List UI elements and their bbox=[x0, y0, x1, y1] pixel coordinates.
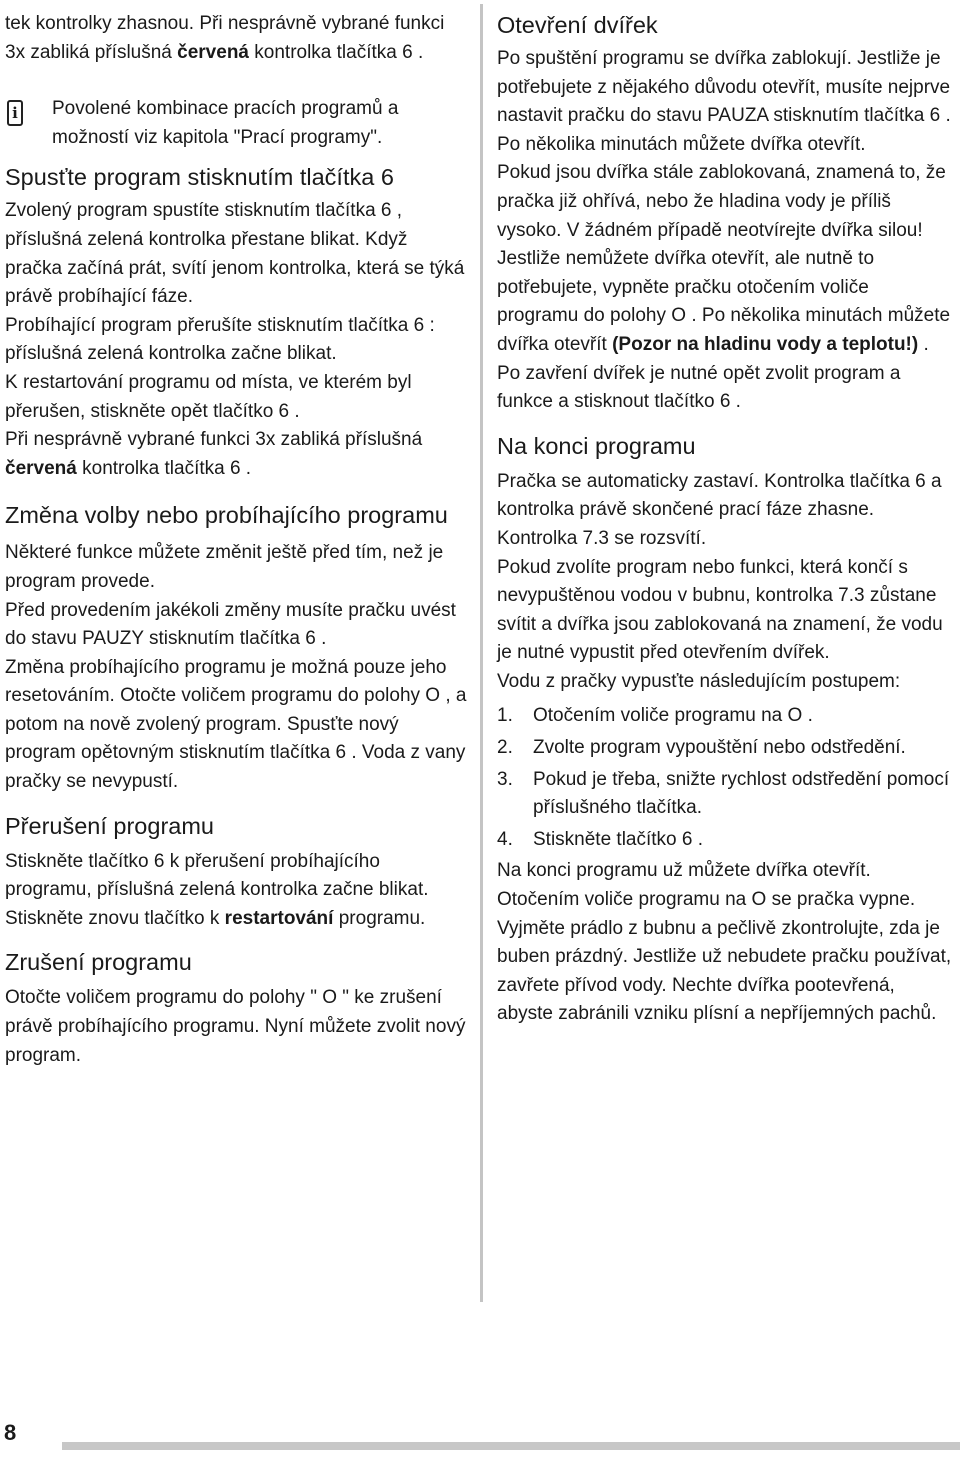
door-paragraph-3: Jestliže nemůžete dvířka otevřít, ale nutně to potřebujete, vypněte pračku otočením voliče programu do polohy O . Po několika minutách můžete dvířka otevřít (Pozor na hladinu vody a teplotu!) . bbox=[497, 248, 951, 355]
left-column bbox=[5, 0, 467, 1070]
door-paragraph-4: Po zavření dvířek je nutné opět zvolit program a funkce a stisknout tlačítko 6 . bbox=[497, 362, 901, 413]
change-paragraph-3: Změna probíhajícího programu je možná pouze jeho resetováním. Otočte voličem programu do polohy O , a potom na nově zvolený program. Spusťte nový program opětovným stisknutím tlačítka 6 . Voda z vany pračky se nevypustí. bbox=[5, 656, 467, 793]
list-item: 3. Pokud je třeba, snižte rychlost odstředění pomocí příslušného tlačítka. bbox=[497, 768, 950, 819]
info-note bbox=[5, 95, 467, 152]
door-heading: Otevření dvířek bbox=[497, 12, 658, 38]
start-paragraph-1: Zvolený program spustíte stisknutím tlačítka 6 , příslušná zelená kontrolka přestane blikat. Když pračka začíná prát, svítí jenom kontrolka, která se týká právě probíhající fáze. bbox=[5, 200, 465, 308]
end-paragraph-4: Na konci programu už můžete dvířka otevřít. Otočením voliče programu na O se pračka vypne. bbox=[497, 860, 916, 911]
drain-steps-list bbox=[497, 702, 955, 854]
start-heading: Spusťte program stisknutím tlačítka 6 bbox=[5, 164, 394, 191]
cancel-heading: Zrušení programu bbox=[5, 949, 192, 976]
page-number: 8 bbox=[4, 1420, 17, 1445]
warning-emphasis: (Pozor na hladinu vody a teplotu!) bbox=[612, 333, 919, 355]
pause-paragraph-2: Stiskněte znovu tlačítko k restartování programu. bbox=[5, 907, 426, 929]
pause-heading: Přerušení programu bbox=[5, 812, 214, 839]
restart-emphasis: restartování bbox=[224, 907, 334, 929]
pause-paragraph-1: Stiskněte tlačítko 6 k přerušení probíhajícího programu, příslušná zelená kontrolka začne blikat. bbox=[5, 850, 429, 901]
start-paragraph-4: Při nesprávně vybrané funkci 3x zabliká příslušná červená kontrolka tlačítka 6 . bbox=[5, 429, 423, 479]
end-heading: Na konci programu bbox=[497, 432, 696, 459]
change-paragraph-1: Některé funkce můžete změnit ještě před tím, než je program provede. bbox=[5, 542, 444, 592]
cancel-paragraph-1: Otočte voličem programu do polohy " O " ke zrušení právě probíhajícího programu. Nyní můžete zvolit nový program. bbox=[5, 987, 466, 1066]
end-paragraph-5: Vyjměte prádlo z bubnu a pečlivě zkontrolujte, zda je buben prázdný. Jestliže už nebudete pračku používat, zavřete přívod vody. Nechte dvířka pootevřená, abyste zabránili vzniku plísní a nepříjemných pachů. bbox=[497, 917, 952, 1025]
door-paragraph-1: Po spuštění programu se dvířka zablokují. Jestliže je potřebujete z nějakého důvodu otevřít, musíte nejprve nastavit pračku do stavu PAUZA stisknutím tlačítka 6 . Po několika minutách můžete dvířka otevřít. bbox=[497, 48, 951, 155]
change-heading: Změna volby nebo probíhajícího programu bbox=[5, 502, 448, 529]
door-paragraph-2: Pokud jsou dvířka stále zablokovaná, znamená to, že pračka již ohřívá, nebo že hladina vody je příliš vysoko. V žádném případě neotvírejte dvířka silou! bbox=[497, 162, 946, 241]
start-paragraph-3: K restartování programu od místa, ve kterém byl přerušen, stiskněte opět tlačítko 6 . bbox=[5, 371, 412, 422]
info-icon: i bbox=[7, 100, 23, 126]
info-note-text: Povolené kombinace pracích programů a možností viz kapitola "Prací programy". bbox=[52, 98, 399, 148]
right-column bbox=[497, 0, 955, 1029]
start-paragraph-2: Probíhající program přerušíte stisknutím tlačítka 6 : příslušná zelená kontrolka začne blikat. bbox=[5, 314, 435, 365]
list-item: 4. Stiskněte tlačítko 6 . bbox=[497, 828, 704, 850]
change-paragraph-2: Před provedením jakékoli změny musíte pračku uvést do stavu PAUZY stisknutím tlačítka 6 . bbox=[5, 599, 456, 650]
column-divider bbox=[480, 4, 483, 1302]
end-paragraph-2: Pokud zvolíte program nebo funkci, která končí s nevypuštěnou vodou v bubnu, kontrolka 7.3 zůstane svítit a dvířka jsou zablokovaná na znamení, že vodu je nutné vypustit před otevřením dvířek. bbox=[497, 556, 943, 664]
red-emphasis: červená bbox=[5, 457, 77, 479]
intro-paragraph: tek kontrolky zhasnou. Při nesprávně vybrané funkci 3x zabliká příslušná červená kontrolka tlačítka 6 . bbox=[5, 13, 445, 63]
list-item: 1. Otočením voliče programu na O . bbox=[497, 705, 813, 727]
end-paragraph-1: Pračka se automaticky zastaví. Kontrolka tlačítka 6 a kontrolka právě skončené prací fáze zhasne. Kontrolka 7.3 se rozsvítí. bbox=[497, 470, 942, 549]
list-item: 2. Zvolte program vypouštění nebo odstředění. bbox=[497, 737, 906, 759]
red-emphasis: červená bbox=[177, 41, 249, 63]
end-paragraph-3: Vodu z pračky vypusťte následujícím postupem: bbox=[497, 670, 901, 692]
footer-bar bbox=[62, 1442, 960, 1450]
